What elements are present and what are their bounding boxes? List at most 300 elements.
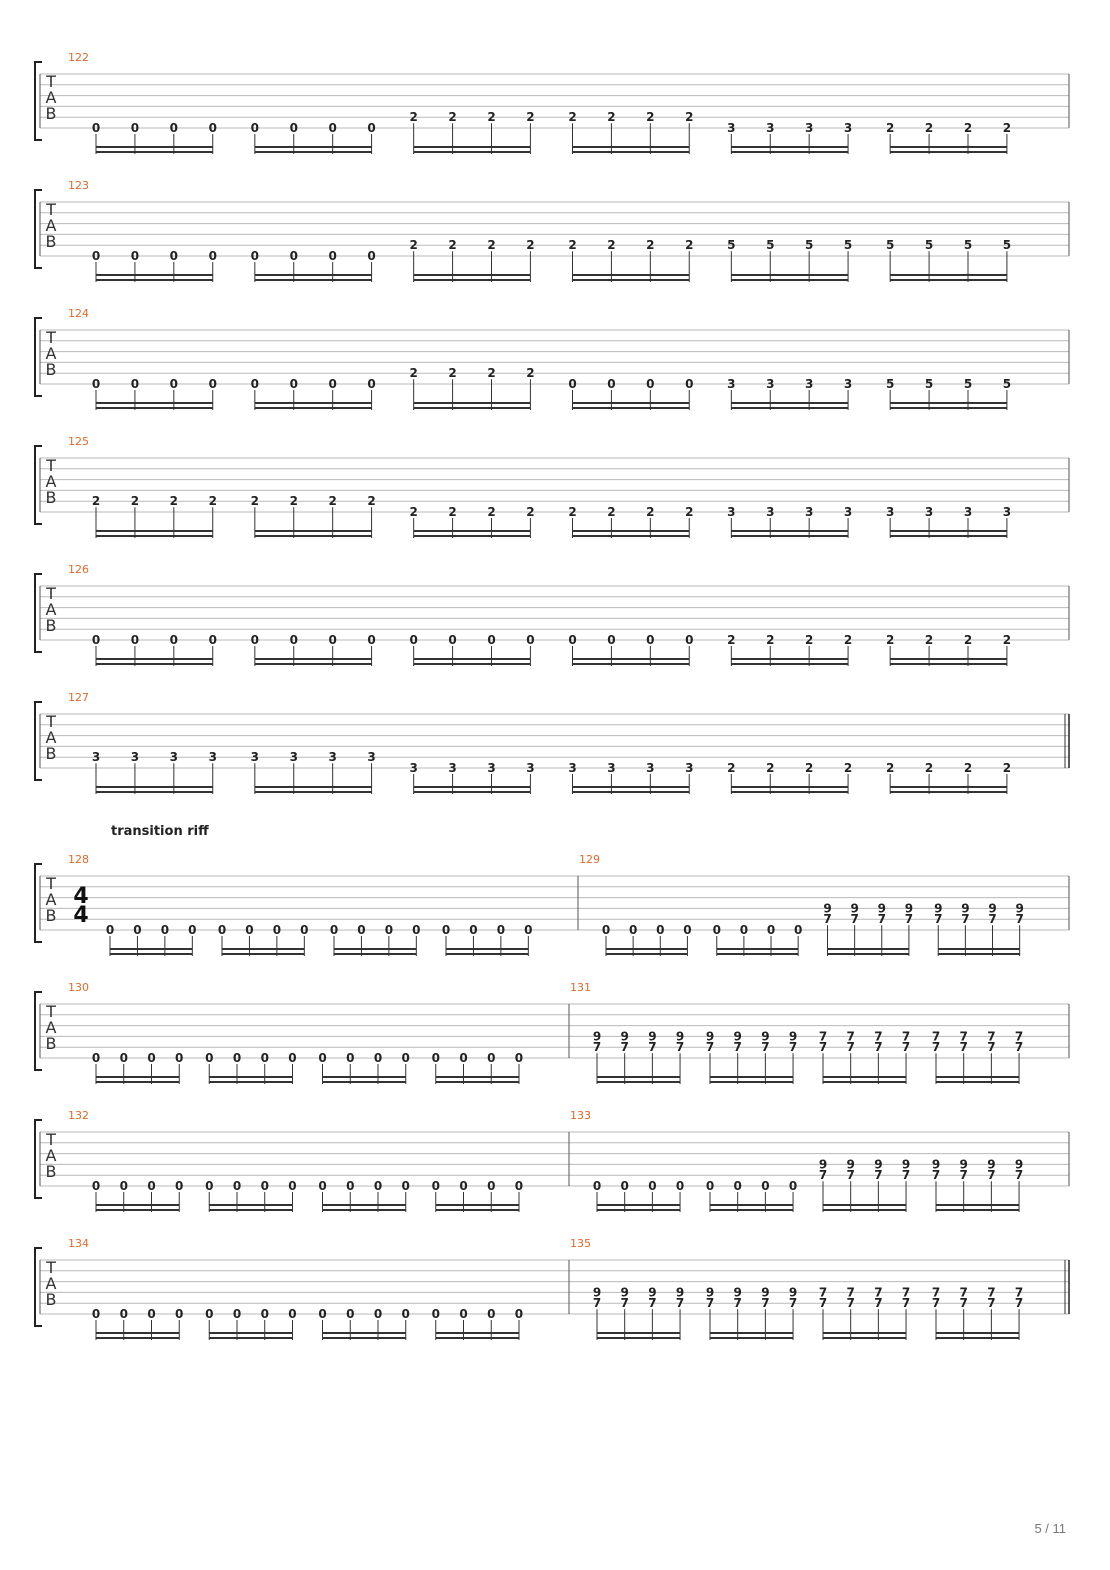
tab-system [35, 1120, 1069, 1212]
fret-number: 2 [130, 494, 140, 509]
fret-number: 7 [901, 1285, 911, 1300]
fret-number: 2 [448, 110, 457, 125]
measure-number: 134 [68, 1237, 89, 1250]
fret-number: 9 [850, 901, 859, 916]
fret-number: 7 [874, 1029, 883, 1044]
fret-number: 2 [843, 761, 853, 775]
fret-number: 2 [91, 494, 101, 509]
fret-number: 2 [885, 633, 895, 647]
tab-system [35, 190, 1069, 282]
fret-number: 7 [987, 1040, 996, 1055]
fret-number: 3 [289, 750, 298, 765]
fret-number: 7 [959, 1168, 968, 1183]
fret-number: 3 [924, 505, 934, 519]
fret-number: 9 [761, 1029, 770, 1044]
fret-number: 0 [300, 923, 309, 937]
fret-number: 7 [620, 1040, 629, 1055]
time-signature-numerator: 4 [73, 884, 89, 909]
fret-number: 3 [727, 377, 736, 391]
fret-number: 0 [431, 1179, 440, 1193]
fret-number: 3 [843, 505, 853, 519]
fret-number: 3 [804, 121, 814, 135]
fret-number: 0 [448, 633, 457, 647]
fret-number: 7 [987, 1168, 996, 1183]
fret-number: 0 [620, 1179, 629, 1193]
fret-number: 3 [607, 761, 616, 775]
page-number: 5 / 11 [1034, 1521, 1066, 1536]
fret-number: 3 [169, 750, 179, 765]
fret-number: 0 [232, 1051, 242, 1065]
fret-number: 7 [934, 912, 943, 927]
fret-number: 2 [963, 761, 973, 775]
fret-number: 7 [846, 1285, 855, 1300]
fret-number: 0 [119, 1307, 128, 1321]
measure-number: 129 [579, 853, 600, 866]
tab-clef-letter: A [45, 344, 57, 363]
tab-clef-letter: T [46, 874, 56, 893]
fret-number: 7 [823, 912, 832, 927]
fret-number: 7 [874, 1168, 883, 1183]
tab-clef-letter: B [45, 906, 57, 925]
fret-number: 0 [250, 249, 260, 263]
fret-number: 2 [607, 238, 616, 253]
fret-number: 2 [250, 494, 260, 509]
fret-number: 2 [685, 238, 694, 253]
fret-number: 2 [607, 505, 616, 519]
fret-number: 0 [766, 923, 776, 937]
fret-number: 7 [901, 1040, 911, 1055]
fret-number: 2 [208, 494, 217, 509]
tab-clef-letter: B [45, 488, 57, 507]
fret-number: 7 [818, 1168, 828, 1183]
fret-number: 0 [119, 1179, 128, 1193]
fret-number: 0 [318, 1051, 327, 1065]
fret-number: 2 [646, 238, 655, 253]
fret-number: 0 [601, 923, 611, 937]
fret-number: 0 [514, 1051, 524, 1065]
measure-number: 132 [68, 1109, 89, 1122]
fret-number: 0 [487, 1179, 496, 1193]
tab-system [35, 702, 1069, 794]
fret-number: 7 [818, 1296, 828, 1311]
fret-number: 7 [904, 912, 914, 927]
fret-number: 0 [628, 923, 638, 937]
fret-number: 9 [987, 1157, 996, 1172]
tab-clef-letter: B [45, 1290, 57, 1309]
fret-number: 2 [487, 366, 496, 381]
fret-number: 2 [526, 238, 535, 253]
fret-number: 0 [289, 377, 298, 391]
fret-number: 5 [727, 238, 736, 253]
fret-number: 9 [788, 1029, 798, 1044]
measure-number: 127 [68, 691, 89, 704]
fret-number: 0 [373, 1051, 383, 1065]
fret-number: 3 [685, 761, 694, 775]
tab-clef-letter: A [45, 600, 57, 619]
fret-number: 0 [656, 923, 665, 937]
fret-number: 9 [846, 1157, 855, 1172]
fret-number: 0 [487, 633, 496, 647]
fret-number: 7 [648, 1296, 657, 1311]
measure-number: 133 [570, 1109, 591, 1122]
fret-number: 9 [934, 901, 943, 916]
fret-number: 2 [1002, 761, 1012, 775]
fret-number: 0 [459, 1179, 468, 1193]
fret-number: 0 [289, 633, 298, 647]
fret-number: 2 [804, 633, 814, 647]
fret-number: 7 [818, 1285, 828, 1300]
fret-number: 0 [431, 1307, 440, 1321]
fret-number: 2 [409, 238, 418, 253]
fret-number: 7 [988, 912, 997, 927]
tab-clef-letter: B [45, 1162, 57, 1181]
tab-clef-letter: A [45, 728, 57, 747]
fret-number: 7 [931, 1296, 941, 1311]
fret-number: 3 [328, 750, 337, 765]
fret-number: 9 [675, 1285, 685, 1300]
fret-number: 9 [620, 1029, 629, 1044]
measure-number: 125 [68, 435, 89, 448]
fret-number: 7 [648, 1040, 657, 1055]
fret-number: 3 [646, 761, 655, 775]
fret-number: 0 [91, 1179, 101, 1193]
fret-number: 0 [188, 923, 197, 937]
tab-clef-letter: T [46, 328, 56, 347]
fret-number: 9 [648, 1029, 657, 1044]
tab-clef-letter: B [45, 104, 57, 123]
tab-clef-letter: T [46, 456, 56, 475]
fret-number: 7 [901, 1029, 911, 1044]
fret-number: 5 [924, 377, 934, 391]
fret-number: 0 [245, 923, 254, 937]
fret-number: 7 [788, 1296, 798, 1311]
fret-number: 0 [232, 1179, 242, 1193]
fret-number: 2 [1002, 121, 1012, 135]
fret-number: 0 [232, 1307, 242, 1321]
fret-number: 0 [217, 923, 227, 937]
fret-number: 9 [904, 901, 914, 916]
fret-number: 2 [487, 110, 496, 125]
fret-number: 0 [169, 377, 179, 391]
fret-number: 7 [961, 912, 970, 927]
fret-number: 7 [874, 1040, 883, 1055]
section-label: transition riff [111, 824, 209, 839]
tab-system [35, 1248, 1069, 1340]
fret-number: 0 [91, 1307, 101, 1321]
fret-number: 3 [766, 505, 775, 519]
fret-number: 0 [648, 1179, 657, 1193]
fret-number: 9 [901, 1157, 911, 1172]
fret-number: 7 [705, 1296, 715, 1311]
fret-number: 0 [683, 923, 692, 937]
fret-number: 0 [91, 1051, 101, 1065]
fret-number: 0 [289, 249, 298, 263]
fret-number: 9 [675, 1029, 685, 1044]
fret-number: 2 [568, 110, 577, 125]
fret-number: 2 [646, 505, 655, 519]
fret-number: 0 [373, 1179, 383, 1193]
measure-number: 124 [68, 307, 89, 320]
fret-number: 7 [846, 1029, 855, 1044]
fret-number: 0 [739, 923, 749, 937]
fret-number: 3 [885, 505, 895, 519]
fret-number: 2 [448, 366, 457, 381]
fret-number: 9 [874, 1157, 883, 1172]
fret-number: 2 [289, 494, 298, 509]
fret-number: 0 [169, 633, 179, 647]
fret-number: 2 [766, 761, 775, 775]
fret-number: 3 [409, 761, 418, 775]
tab-clef-letter: T [46, 72, 56, 91]
fret-number: 0 [607, 377, 616, 391]
tab-system [35, 992, 1069, 1084]
fret-number: 7 [675, 1040, 685, 1055]
fret-number: 0 [761, 1179, 770, 1193]
fret-number: 2 [409, 110, 418, 125]
fret-number: 0 [409, 633, 418, 647]
fret-number: 0 [487, 1307, 496, 1321]
tab-system [35, 446, 1069, 538]
fret-number: 2 [409, 505, 418, 519]
time-signature-denominator: 4 [73, 903, 89, 928]
fret-number: 3 [727, 121, 736, 135]
fret-number: 2 [409, 366, 418, 381]
fret-number: 7 [1014, 1296, 1024, 1311]
fret-number: 0 [607, 633, 616, 647]
fret-number: 3 [963, 505, 973, 519]
fret-number: 9 [818, 1157, 828, 1172]
fret-number: 9 [1014, 1157, 1024, 1172]
fret-number: 0 [526, 633, 535, 647]
fret-number: 2 [766, 633, 775, 647]
fret-number: 7 [874, 1296, 883, 1311]
fret-number: 7 [733, 1296, 742, 1311]
fret-number: 0 [289, 121, 298, 135]
fret-number: 2 [526, 110, 535, 125]
fret-number: 0 [91, 121, 101, 135]
fret-number: 2 [843, 633, 853, 647]
fret-number: 0 [288, 1179, 297, 1193]
fret-number: 0 [147, 1307, 156, 1321]
fret-number: 0 [91, 377, 101, 391]
fret-number: 0 [459, 1307, 468, 1321]
fret-number: 7 [675, 1296, 685, 1311]
fret-number: 2 [924, 633, 934, 647]
fret-number: 0 [250, 633, 260, 647]
fret-number: 2 [646, 110, 655, 125]
tab-clef-letter: T [46, 712, 56, 731]
tab-clef-letter: T [46, 1002, 56, 1021]
fret-number: 0 [459, 1051, 468, 1065]
tab-clef-letter: T [46, 584, 56, 603]
fret-number: 3 [843, 377, 853, 391]
fret-number: 2 [963, 633, 973, 647]
fret-number: 0 [250, 377, 260, 391]
fret-number: 0 [646, 377, 655, 391]
fret-number: 0 [160, 923, 170, 937]
fret-number: 9 [705, 1029, 715, 1044]
fret-number: 0 [328, 377, 337, 391]
fret-number: 2 [727, 761, 736, 775]
fret-number: 9 [961, 901, 970, 916]
fret-number: 3 [1002, 505, 1012, 519]
fret-number: 7 [761, 1296, 770, 1311]
fret-number: 2 [487, 505, 496, 519]
fret-number: 0 [367, 633, 376, 647]
fret-number: 0 [646, 633, 655, 647]
fret-number: 0 [401, 1179, 410, 1193]
tab-clef-letter: T [46, 1130, 56, 1149]
fret-number: 7 [959, 1029, 968, 1044]
fret-number: 7 [846, 1040, 855, 1055]
fret-number: 9 [733, 1029, 742, 1044]
measure-number: 126 [68, 563, 89, 576]
tab-clef-letter: A [45, 1274, 57, 1293]
tab-clef-letter: A [45, 1146, 57, 1165]
fret-number: 2 [328, 494, 337, 509]
fret-number: 3 [487, 761, 496, 775]
fret-number: 7 [733, 1040, 742, 1055]
fret-number: 2 [448, 505, 457, 519]
fret-number: 2 [804, 761, 814, 775]
fret-number: 0 [208, 121, 217, 135]
fret-number: 0 [175, 1051, 184, 1065]
fret-number: 5 [1002, 377, 1012, 391]
fret-number: 7 [818, 1029, 828, 1044]
fret-number: 7 [788, 1040, 798, 1055]
fret-number: 7 [592, 1040, 602, 1055]
fret-number: 5 [963, 238, 973, 253]
fret-number: 7 [1014, 1040, 1024, 1055]
fret-number: 0 [105, 923, 115, 937]
fret-number: 9 [931, 1157, 941, 1172]
fret-number: 3 [804, 377, 814, 391]
fret-number: 7 [1014, 1029, 1024, 1044]
fret-number: 0 [130, 249, 140, 263]
fret-number: 0 [675, 1179, 685, 1193]
fret-number: 2 [885, 761, 895, 775]
fret-number: 7 [874, 1285, 883, 1300]
fret-number: 0 [250, 121, 260, 135]
fret-number: 7 [931, 1168, 941, 1183]
fret-number: 3 [208, 750, 217, 765]
tab-system [35, 864, 1069, 956]
fret-number: 0 [130, 377, 140, 391]
fret-number: 0 [788, 1179, 798, 1193]
tab-system [35, 62, 1069, 154]
fret-number: 0 [793, 923, 803, 937]
fret-number: 0 [288, 1307, 297, 1321]
fret-number: 3 [568, 761, 577, 775]
tab-clef-letter: B [45, 616, 57, 635]
fret-number: 0 [272, 923, 282, 937]
fret-number: 2 [367, 494, 376, 509]
fret-number: 3 [367, 750, 376, 765]
fret-number: 7 [901, 1168, 911, 1183]
fret-number: 0 [175, 1307, 184, 1321]
fret-number: 2 [924, 761, 934, 775]
fret-number: 9 [705, 1285, 715, 1300]
fret-number: 0 [357, 923, 366, 937]
fret-number: 5 [843, 238, 853, 253]
tab-clef-letter: T [46, 200, 56, 219]
fret-number: 5 [1002, 238, 1012, 253]
fret-number: 2 [448, 238, 457, 253]
fret-number: 0 [288, 1051, 297, 1065]
fret-number: 9 [823, 901, 832, 916]
fret-number: 5 [804, 238, 814, 253]
fret-number: 0 [496, 923, 506, 937]
fret-number: 0 [205, 1307, 214, 1321]
fret-number: 2 [963, 121, 973, 135]
fret-number: 0 [367, 377, 376, 391]
fret-number: 9 [620, 1285, 629, 1300]
measure-number: 135 [570, 1237, 591, 1250]
fret-number: 0 [568, 633, 577, 647]
fret-number: 0 [260, 1307, 269, 1321]
tab-clef-letter: A [45, 88, 57, 107]
fret-number: 0 [328, 249, 337, 263]
fret-number: 0 [328, 121, 337, 135]
fret-number: 0 [469, 923, 478, 937]
fret-number: 5 [885, 238, 895, 253]
fret-number: 3 [766, 377, 775, 391]
fret-number: 0 [260, 1051, 269, 1065]
fret-number: 2 [169, 494, 179, 509]
fret-number: 0 [733, 1179, 742, 1193]
fret-number: 7 [987, 1296, 996, 1311]
fret-number: 2 [487, 238, 496, 253]
fret-number: 0 [130, 121, 140, 135]
fret-number: 9 [988, 901, 997, 916]
fret-number: 0 [685, 377, 694, 391]
fret-number: 7 [705, 1040, 715, 1055]
fret-number: 0 [328, 633, 337, 647]
fret-number: 7 [846, 1168, 855, 1183]
fret-number: 7 [592, 1296, 602, 1311]
fret-number: 7 [1014, 1285, 1024, 1300]
fret-number: 9 [1015, 901, 1024, 916]
tab-clef-letter: A [45, 216, 57, 235]
measure-number: 128 [68, 853, 89, 866]
fret-number: 3 [130, 750, 140, 765]
fret-number: 0 [208, 249, 217, 263]
fret-number: 7 [931, 1285, 941, 1300]
tab-system [35, 574, 1069, 666]
tab-clef-letter: B [45, 360, 57, 379]
fret-number: 9 [733, 1285, 742, 1300]
fret-number: 0 [169, 121, 179, 135]
fret-number: 3 [91, 750, 101, 765]
fret-number: 0 [514, 1179, 524, 1193]
fret-number: 3 [250, 750, 260, 765]
fret-number: 7 [987, 1285, 996, 1300]
fret-number: 0 [329, 923, 339, 937]
fret-number: 7 [1014, 1168, 1024, 1183]
fret-number: 0 [208, 633, 217, 647]
fret-number: 3 [804, 505, 814, 519]
fret-number: 0 [147, 1179, 156, 1193]
fret-number: 0 [133, 923, 142, 937]
fret-number: 2 [526, 505, 535, 519]
fret-number: 2 [568, 238, 577, 253]
fret-number: 0 [346, 1307, 355, 1321]
fret-number: 0 [318, 1179, 327, 1193]
fret-number: 0 [592, 1179, 602, 1193]
fret-number: 7 [877, 912, 886, 927]
fret-number: 7 [850, 912, 859, 927]
fret-number: 7 [959, 1040, 968, 1055]
